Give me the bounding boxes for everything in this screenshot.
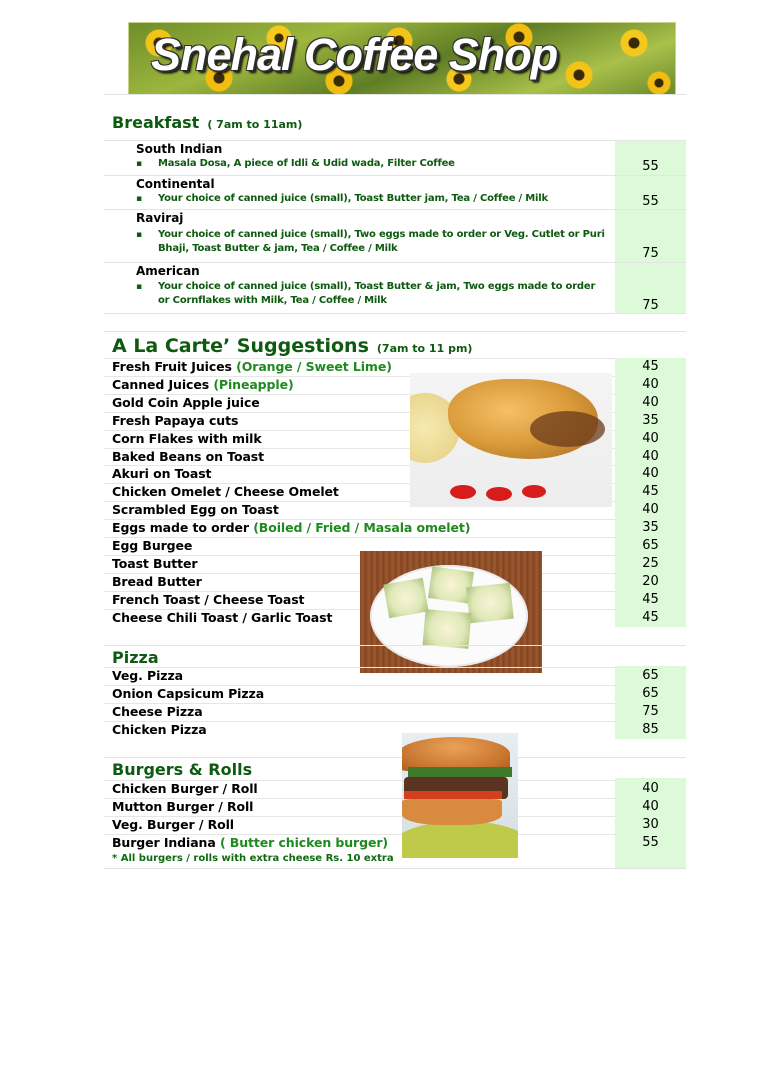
alacarte-heading	[112, 335, 472, 357]
alacarte-item-price: 40	[642, 376, 659, 392]
breakfast-item-name: American	[136, 264, 200, 278]
pizza-item-name	[112, 686, 264, 701]
burger-item-price: 40	[642, 781, 659, 796]
burgers-title: Burgers & Rolls	[112, 760, 253, 779]
alacarte-item-label: Fresh Papaya cuts	[112, 412, 239, 428]
alacarte-item-label: Fresh Fruit Juices	[112, 359, 237, 374]
alacarte-title: A La Carte’ Suggestions	[112, 335, 369, 357]
breakfast-item-price: 75	[642, 246, 659, 261]
pizza-item-price: 75	[642, 704, 659, 719]
pizza-item-name	[112, 668, 183, 683]
divider	[104, 645, 686, 646]
breakfast-title: Breakfast	[112, 113, 200, 132]
alacarte-item-name	[112, 502, 279, 517]
breakfast-item-name: Continental	[136, 177, 215, 191]
breakfast-item-price: 55	[642, 159, 659, 174]
alacarte-item-label: Corn Flakes with milk	[112, 430, 262, 446]
bullet-icon: ▪	[136, 194, 143, 204]
divider	[104, 209, 686, 210]
breakfast-item-desc: Your choice of canned juice (small), Toast Butter jam, Tea / Coffee / Milk	[158, 193, 548, 204]
burger-item-name	[112, 781, 258, 796]
alacarte-item-name	[112, 556, 197, 571]
divider	[104, 175, 686, 176]
pizza-item-price: 65	[642, 686, 659, 701]
banner-image	[128, 22, 676, 95]
burger-item-label: Mutton Burger / Roll	[112, 799, 254, 814]
alacarte-item-extra: (Boiled / Fried / Masala omelet)	[253, 520, 471, 536]
cheese-toast-food-image	[360, 551, 542, 673]
alacarte-item-name	[112, 359, 392, 374]
alacarte-item-price: 45	[642, 609, 659, 625]
alacarte-item-name	[112, 395, 260, 410]
alacarte-item-label: Akuri on Toast	[112, 466, 212, 482]
bullet-icon: ▪	[136, 159, 143, 169]
pizza-title: Pizza	[112, 648, 159, 667]
alacarte-item-extra: (Orange / Sweet Lime)	[236, 359, 392, 374]
burger-item-name	[112, 835, 388, 850]
alacarte-time: (7am to 11 pm)	[376, 342, 473, 355]
breakfast-heading	[112, 113, 302, 132]
alacarte-item-price: 40	[642, 394, 659, 410]
alacarte-item-price: 40	[642, 502, 659, 518]
alacarte-item-name	[112, 449, 264, 464]
burger-item-label: Chicken Burger / Roll	[112, 781, 258, 796]
alacarte-item-label: Bread Butter	[112, 573, 202, 589]
alacarte-item-price: 40	[642, 448, 659, 464]
alacarte-item-label: Canned Juices	[112, 376, 214, 392]
puri-food-image	[410, 373, 612, 507]
pizza-item-name	[112, 704, 203, 719]
burger-item-name	[112, 817, 234, 832]
breakfast-item-name: Raviraj	[136, 211, 184, 225]
pizza-item-label: Veg. Pizza	[112, 668, 183, 683]
alacarte-item-label: Scrambled Egg on Toast	[112, 502, 279, 518]
shop-title: Snehal Coffee Shop	[151, 29, 558, 80]
divider	[104, 140, 686, 141]
alacarte-item-name	[112, 466, 211, 481]
burger-item-price: 30	[642, 817, 659, 832]
alacarte-item-name	[112, 610, 332, 625]
alacarte-item-extra: (Pineapple)	[213, 376, 294, 392]
pizza-item-label: Cheese Pizza	[112, 704, 203, 719]
pizza-item-price: 65	[642, 668, 659, 683]
alacarte-item-price: 45	[642, 484, 659, 500]
alacarte-item-label: Gold Coin Apple juice	[112, 394, 260, 410]
alacarte-item-name	[112, 520, 470, 535]
bullet-icon: ▪	[136, 282, 143, 292]
burger-item-extra: ( Butter chicken burger)	[219, 835, 388, 850]
alacarte-item-price: 20	[642, 573, 659, 589]
alacarte-item-price: 45	[642, 591, 659, 607]
breakfast-item-name: South Indian	[136, 142, 223, 156]
burger-item-price: 55	[642, 835, 659, 850]
alacarte-item-name	[112, 431, 262, 446]
divider	[104, 94, 686, 95]
breakfast-item-price: 55	[642, 194, 659, 209]
breakfast-time: ( 7am to 11am)	[207, 118, 303, 131]
divider	[104, 757, 686, 758]
alacarte-item-name	[112, 413, 238, 428]
alacarte-item-label: Cheese Chili Toast / Garlic Toast	[112, 609, 333, 625]
pizza-item-price: 85	[642, 722, 659, 737]
divider	[104, 313, 686, 314]
alacarte-item-label: French Toast / Cheese Toast	[112, 591, 305, 607]
alacarte-item-name	[112, 377, 294, 392]
alacarte-item-name	[112, 484, 339, 499]
burger-item-label: Veg. Burger / Roll	[112, 817, 234, 832]
alacarte-item-price: 35	[642, 520, 659, 536]
alacarte-item-label: Egg Burgee	[112, 538, 193, 553]
alacarte-item-label: Eggs made to order	[112, 520, 254, 536]
alacarte-item-price: 25	[642, 555, 659, 571]
alacarte-item-price: 65	[642, 538, 659, 553]
pizza-item-name	[112, 722, 207, 737]
alacarte-item-price: 40	[642, 466, 659, 482]
burger-food-image	[402, 733, 518, 858]
burger-item-price: 40	[642, 799, 659, 814]
burger-item-name	[112, 799, 253, 814]
alacarte-item-price: 35	[642, 412, 659, 428]
breakfast-item-desc: Masala Dosa, A piece of Idli & Udid wada, Filter Coffee	[158, 158, 455, 169]
alacarte-item-price: 45	[642, 359, 659, 374]
divider	[104, 262, 686, 263]
breakfast-item-desc: Your choice of canned juice (small), Two eggs made to order or Veg. Cutlet or Puri Bhaji, Toast Butter & jam, Tea / Coffee / Milk	[158, 229, 605, 254]
breakfast-item-desc: Your choice of canned juice (small), Toast Butter & jam, Two eggs made to order or Cornflakes with Milk, Tea / Coffee / Milk	[158, 281, 596, 306]
divider	[104, 868, 686, 869]
alacarte-item-name	[112, 574, 202, 589]
alacarte-item-name	[112, 538, 192, 553]
alacarte-item-name	[112, 592, 304, 607]
alacarte-item-label: Baked Beans on Toast	[112, 448, 264, 464]
burgers-note: * All burgers / rolls with extra cheese Rs. 10 extra	[112, 853, 394, 864]
alacarte-item-label: Chicken Omelet / Cheese Omelet	[112, 484, 339, 500]
divider	[104, 331, 686, 332]
alacarte-item-label: Toast Butter	[112, 555, 198, 571]
burger-item-label: Burger Indiana	[112, 835, 220, 850]
alacarte-item-price: 40	[642, 430, 659, 446]
pizza-item-label: Chicken Pizza	[112, 722, 207, 737]
breakfast-item-price: 75	[642, 298, 659, 313]
bullet-icon: ▪	[136, 230, 143, 240]
pizza-item-label: Onion Capsicum Pizza	[112, 686, 265, 701]
